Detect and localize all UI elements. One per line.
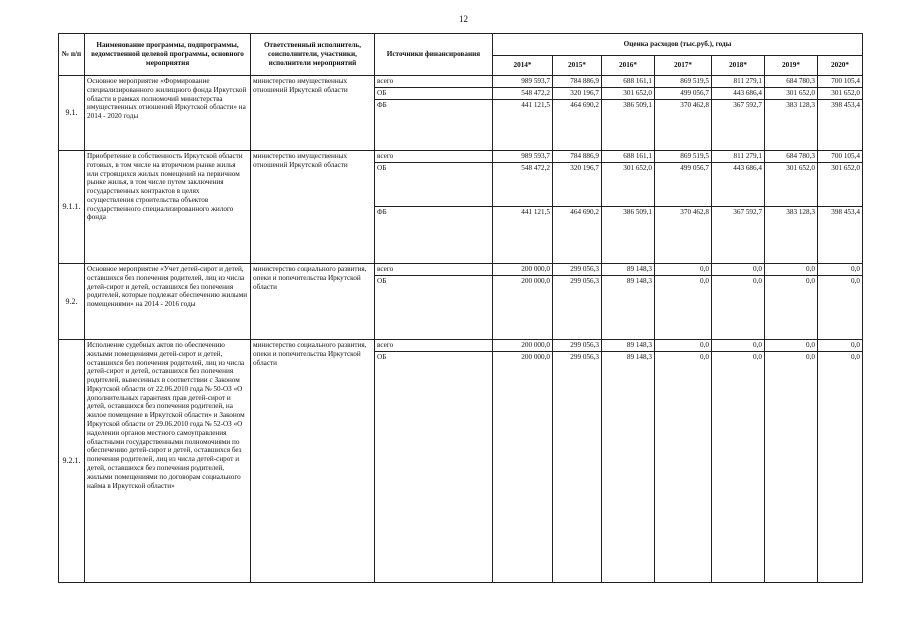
amount-cell: 869 519,5 [655,151,711,163]
header-year: 2014* [493,56,553,76]
year-values [493,340,553,583]
year-values [712,76,765,151]
funding-source: всего [375,151,492,163]
amount-cell: 700 105,4 [818,76,862,88]
amount-cell: 0,0 [753,277,762,285]
year-values [553,151,602,264]
amount-cell: 370 462,8 [680,208,709,216]
header-year: 2017* [655,56,712,76]
amount-cell: 398 453,4 [831,208,860,216]
header-executor: Ответственный исполнитель, соисполнители, участники, исполнители мероприятий [251,34,375,76]
executor: министерство имущественных отношений Иркутской области [251,76,375,151]
header-name: Наименование программы, подпрограммы, ведомственной целевой программы, основного мероприятия [85,34,251,76]
amount-cell: 0,0 [700,353,709,361]
amount-cell: 299 056,3 [570,353,599,361]
year-values [602,151,655,264]
amount-cell: 301 652,0 [765,163,817,207]
amount-cell: 301 652,0 [765,88,817,100]
year-values [602,340,655,583]
amount-cell: 0,0 [753,353,762,361]
amount-cell: 320 196,7 [553,163,601,207]
year-values [602,76,655,151]
amount-cell: 464 690,2 [570,208,599,216]
year-values [655,76,712,151]
year-values [818,151,863,264]
amount-cell: 989 593,7 [493,151,552,163]
year-values [712,340,765,583]
activity-name: Исполнение судебных актов по обеспечению жилыми помещениями детей-сирот и детей, оставшихся без попечения родителей, лиц из числа детей-сирот и детей, оставшихся без попечения родителей, вынесенных в соответствии с Законом Иркутской области от 22.06.2010 года № 50-ОЗ «О дополнительных гарантиях прав детей-сирот и детей, оставшихся без попечения родителей, на жилое помещение в Иркутской области» и Законом Иркутской области от 29.06.2010 года № 52-ОЗ «О наделении органов местного самоуправления областными государственными полномочиями по обеспечению детей-сирот и детей, оставшихся без попечения родителей, лиц из числа детей-сирот и детей, оставшихся без попечения родителей, жилыми помещениями по договорам социального найма в Иркутской области» [85,340,251,583]
header-num: № п/п [59,34,85,76]
year-values [765,264,818,340]
amount-cell: 0,0 [765,264,817,276]
amount-cell: 301 652,0 [602,163,654,207]
amount-cell: 0,0 [818,340,862,352]
amount-cell: 200 000,0 [493,340,552,352]
year-values [818,340,863,583]
amount-cell: 700 105,4 [818,151,862,163]
row-number: 9.2.1. [59,340,85,583]
amount-cell: 320 196,7 [553,88,601,100]
funding-sources [375,76,493,151]
header-source: Источники финансирования [375,34,493,76]
year-values [493,151,553,264]
year-values [493,264,553,340]
row-number: 9.1.1. [59,151,85,264]
year-values [602,264,655,340]
amount-cell: 0,0 [700,277,709,285]
amount-cell: 301 652,0 [602,88,654,100]
amount-cell: 89 148,3 [626,353,652,361]
amount-cell: 0,0 [655,340,711,352]
amount-cell: 299 056,3 [553,340,601,352]
executor: министерство социального развития, опеки и попечительства Иркутской области [251,340,375,583]
page-number: 12 [459,14,468,24]
amount-cell: 441 121,5 [521,208,550,216]
amount-cell: 301 652,0 [818,163,862,207]
year-values [655,340,712,583]
amount-cell: 499 056,7 [655,88,711,100]
year-values [765,76,818,151]
table-row [59,264,863,340]
funding-source: ОБ [377,277,387,285]
amount-cell: 398 453,4 [831,101,860,109]
amount-cell: 0,0 [765,340,817,352]
amount-cell: 499 056,7 [655,163,711,207]
funding-sources [375,264,493,340]
table-row [59,340,863,583]
funding-source: ОБ [377,353,387,361]
year-values [493,76,553,151]
year-values [712,151,765,264]
amount-cell: 0,0 [806,277,815,285]
year-values [655,151,712,264]
year-values [553,76,602,151]
amount-cell: 370 462,8 [680,101,709,109]
amount-cell: 301 652,0 [818,88,862,100]
amount-cell: 443 686,4 [712,88,764,100]
amount-cell: 89 148,3 [626,277,652,285]
amount-cell: 548 472,2 [493,88,552,100]
amount-cell: 367 592,7 [733,208,762,216]
funding-source: ФБ [377,208,387,216]
amount-cell: 688 161,1 [602,151,654,163]
amount-cell: 386 509,1 [623,101,652,109]
funding-source: ОБ [375,88,492,100]
amount-cell: 89 148,3 [602,264,654,276]
funding-source: всего [375,340,492,352]
amount-cell: 0,0 [806,353,815,361]
amount-cell: 784 886,9 [553,151,601,163]
funding-sources [375,340,493,583]
amount-cell: 0,0 [712,340,764,352]
year-values [553,340,602,583]
year-values [765,151,818,264]
funding-source: ФБ [377,101,387,109]
header-year: 2016* [602,56,655,76]
funding-sources [375,151,493,264]
amount-cell: 299 056,3 [570,277,599,285]
year-values [553,264,602,340]
amount-cell: 443 686,4 [712,163,764,207]
amount-cell: 0,0 [655,264,711,276]
amount-cell: 89 148,3 [602,340,654,352]
amount-cell: 0,0 [851,353,860,361]
amount-cell: 0,0 [712,264,764,276]
year-values [655,264,712,340]
amount-cell: 688 161,1 [602,76,654,88]
amount-cell: 299 056,3 [553,264,601,276]
amount-cell: 367 592,7 [733,101,762,109]
amount-cell: 684 780,3 [765,151,817,163]
amount-cell: 386 509,1 [623,208,652,216]
funding-source: ОБ [375,163,492,207]
year-values [818,76,863,151]
year-values [765,340,818,583]
amount-cell: 811 279,1 [712,76,764,88]
row-number: 9.1. [59,76,85,151]
amount-cell: 0,0 [818,264,862,276]
budget-table [58,33,863,583]
header-year: 2015* [553,56,602,76]
row-number: 9.2. [59,264,85,340]
amount-cell: 200 000,0 [521,353,550,361]
amount-cell: 464 690,2 [570,101,599,109]
amount-cell: 383 128,3 [786,101,815,109]
amount-cell: 200 000,0 [493,264,552,276]
amount-cell: 989 593,7 [493,76,552,88]
funding-source: всего [375,264,492,276]
header-estimate: Оценка расходов (тыс.руб.), годы [493,34,863,56]
header-year: 2020* [818,56,863,76]
activity-name: Основное мероприятие «Учет детей-сирот и детей, оставшихся без попечения родителей, лиц из числа детей-сирот и детей, оставшихся без попечения родителей, которые подлежат обеспечению жилыми помещениями» на 2014 - 2016 годы [85,264,251,340]
executor: министерство имущественных отношений Иркутской области [251,151,375,264]
header-year: 2018* [712,56,765,76]
table-body [59,76,863,583]
amount-cell: 383 128,3 [786,208,815,216]
activity-name: Приобретение в собственность Иркутской области готовых, в том числе на вторичном рынке жилья или строящихся жилых помещений на первичном рынке жилья, в том числе путем заключения государственных контрактов в целях осуществления строительства объектов государственного специализированного жилого фонда [85,151,251,264]
amount-cell: 548 472,2 [493,163,552,207]
amount-cell: 0,0 [851,277,860,285]
table-row [59,76,863,151]
activity-name: Основное мероприятие «Формирование специализированного жилищного фонда Иркутской области в рамках полномочий министерства имущественных отношений Иркутской области» на 2014 - 2020 годы [85,76,251,151]
header-year: 2019* [765,56,818,76]
amount-cell: 811 279,1 [712,151,764,163]
year-values [818,264,863,340]
table-row [59,151,863,264]
amount-cell: 441 121,5 [521,101,550,109]
amount-cell: 200 000,0 [521,277,550,285]
year-values [712,264,765,340]
executor: министерство социального развития, опеки и попечительства Иркутской области [251,264,375,340]
amount-cell: 784 886,9 [553,76,601,88]
amount-cell: 869 519,5 [655,76,711,88]
funding-source: всего [375,76,492,88]
amount-cell: 684 780,3 [765,76,817,88]
